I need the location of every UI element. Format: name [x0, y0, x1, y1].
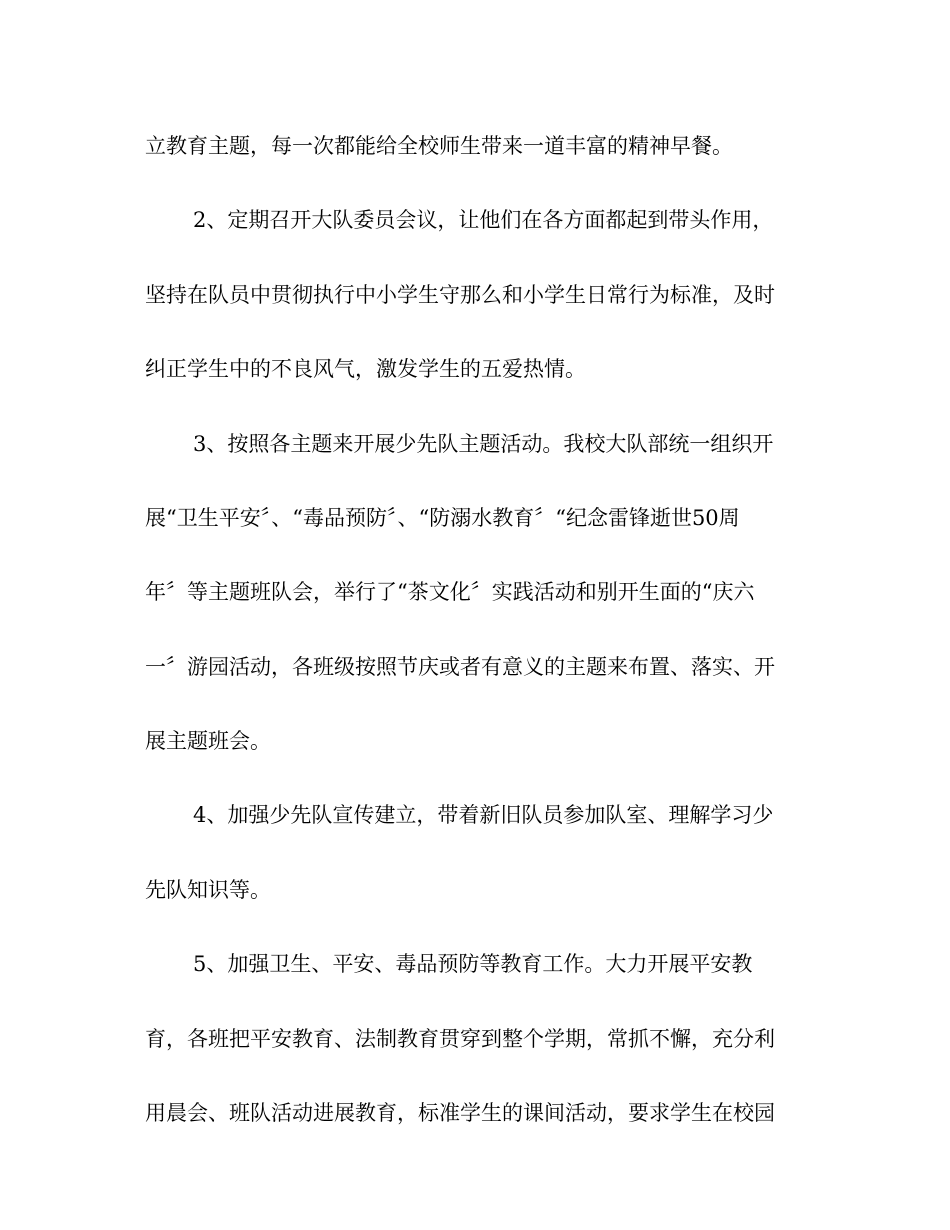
item-2-line-2: 坚持在队员中贯彻执行中小学生守那么和小学生日常行为标准，及时: [145, 283, 775, 307]
item-2-line-3: 纠正学生中的不良风气，激发学生的五爱热情。: [145, 357, 586, 381]
item-3-line-2: 展“卫生平安〞、“毒品预防〞、“防溺水教育〞“纪念雷锋逝世50周: [145, 506, 740, 530]
item-3-line-5: 展主题班会。: [145, 729, 271, 753]
item-3-line-4: 一〞游园活动，各班级按照节庆或者有意义的主题来布置、落实、开: [145, 655, 775, 679]
item-5-line-1: 5、加强卫生、平安、毒品预防等教育工作。大力开展平安教: [193, 952, 753, 976]
item-4-line-2: 先队知识等。: [145, 878, 271, 902]
item-4-line-1: 4、加强少先队宣传建立，带着新旧队员参加队室、理解学习少: [193, 803, 774, 827]
item-5-line-3: 用晨会、班队活动进展教育，标准学生的课间活动，要求学生在校园: [145, 1101, 775, 1125]
item-5-line-2: 育，各班把平安教育、法制教育贯穿到整个学期，常抓不懈，充分利: [145, 1027, 775, 1051]
item-2-line-1: 2、定期召开大队委员会议，让他们在各方面都起到带头作用，: [193, 208, 774, 232]
item-3-line-1: 3、按照各主题来开展少先队主题活动。我校大队部统一组织开: [193, 432, 774, 456]
text-line-1: 立教育主题，每一次都能给全校师生带来一道丰富的精神早餐。: [145, 134, 733, 158]
item-3-line-3: 年〞等主题班队会，举行了“茶文化〞实践活动和别开生面的“庆六: [145, 580, 755, 604]
